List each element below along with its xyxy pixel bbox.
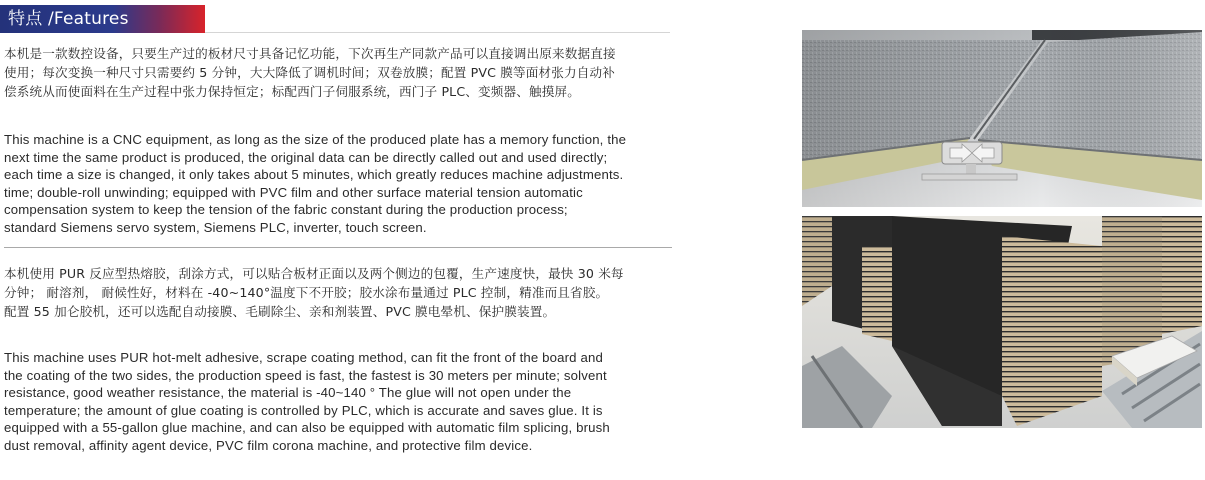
photo-panel-joint	[802, 30, 1202, 207]
text-line: This machine is a CNC equipment, as long as the size of the produced plate has a memory function, the	[4, 132, 627, 147]
section2-chinese-paragraph	[4, 264, 676, 321]
text-line: 偿系统从而使面料在生产过程中张力保持恒定；标配西门子伺服系统，西门子 PLC、变频器、触摸屏。	[4, 84, 580, 99]
section-title: 特点 /Features	[8, 9, 129, 29]
section2-english-paragraph	[4, 349, 676, 454]
section-divider	[4, 247, 672, 248]
photo-stacked-coated-boards-icon	[802, 216, 1202, 428]
header-rule	[205, 32, 670, 33]
section1-english-paragraph	[4, 131, 676, 236]
text-line: temperature; the amount of glue coating is controlled by PLC, which is accurate and saves glue. It is	[4, 402, 603, 418]
text-line: resistance, good weather resistance, the material is -40~140 ° The glue will not open under the	[4, 385, 572, 400]
text-line: 分钟； 耐溶剂， 耐候性好，材料在 -40~140°温度下不开胶；胶水涂布量通过 PLC 控制，精准而且省胶。	[4, 285, 609, 300]
text-line: 本机是一款数控设备，只要生产过的板材尺寸具备记忆功能，下次再生产同款产品可以直接调出原来数据直接	[4, 46, 616, 61]
text-line: dust removal, affinity agent device, PVC film corona machine, and protective film device.	[4, 437, 533, 453]
text-line: next time the same product is produced, the original data can be directly called out and used directly;	[4, 149, 608, 165]
text-line: equipped with a 55-gallon glue machine, and can also be equipped with automatic film splicing, brush	[4, 420, 610, 435]
section-header	[0, 5, 205, 33]
text-line: standard Siemens servo system, Siemens PLC, inverter, touch screen.	[4, 219, 427, 235]
text-line: 本机使用 PUR 反应型热熔胶，刮涂方式，可以贴合板材正面以及两个侧边的包覆，生产速度快，最快 30 米每	[4, 266, 624, 281]
text-line: 使用；每次变换一种尺寸只需要约 5 分钟，大大降低了调机时间；双卷放膜；配置 PVC 膜等面材张力自动补	[4, 65, 615, 80]
photo-board-stacks	[802, 216, 1202, 428]
text-line: each time a size is changed, it only takes about 5 minutes, which greatly reduces machine adjustments.	[4, 167, 624, 182]
text-line: This machine uses PUR hot-melt adhesive, scrape coating method, can fit the front of the board and	[4, 350, 603, 365]
text-line: compensation system to keep the tension of the fabric constant during the production process;	[4, 202, 568, 217]
section1-chinese-paragraph	[4, 44, 676, 101]
text-line: the coating of the two sides, the production speed is fast, the fastest is 30 meters per minute; solvent	[4, 367, 607, 383]
text-line: 配置 55 加仑胶机，还可以选配自动接膜、毛刷除尘、亲和剂装置、PVC 膜电晕机、保护膜装置。	[4, 304, 556, 319]
photo-panel-tongue-groove-joint-icon	[802, 30, 1202, 207]
text-line: time; double-roll unwinding; equipped with PVC film and other surface material tension automatic	[4, 184, 583, 200]
